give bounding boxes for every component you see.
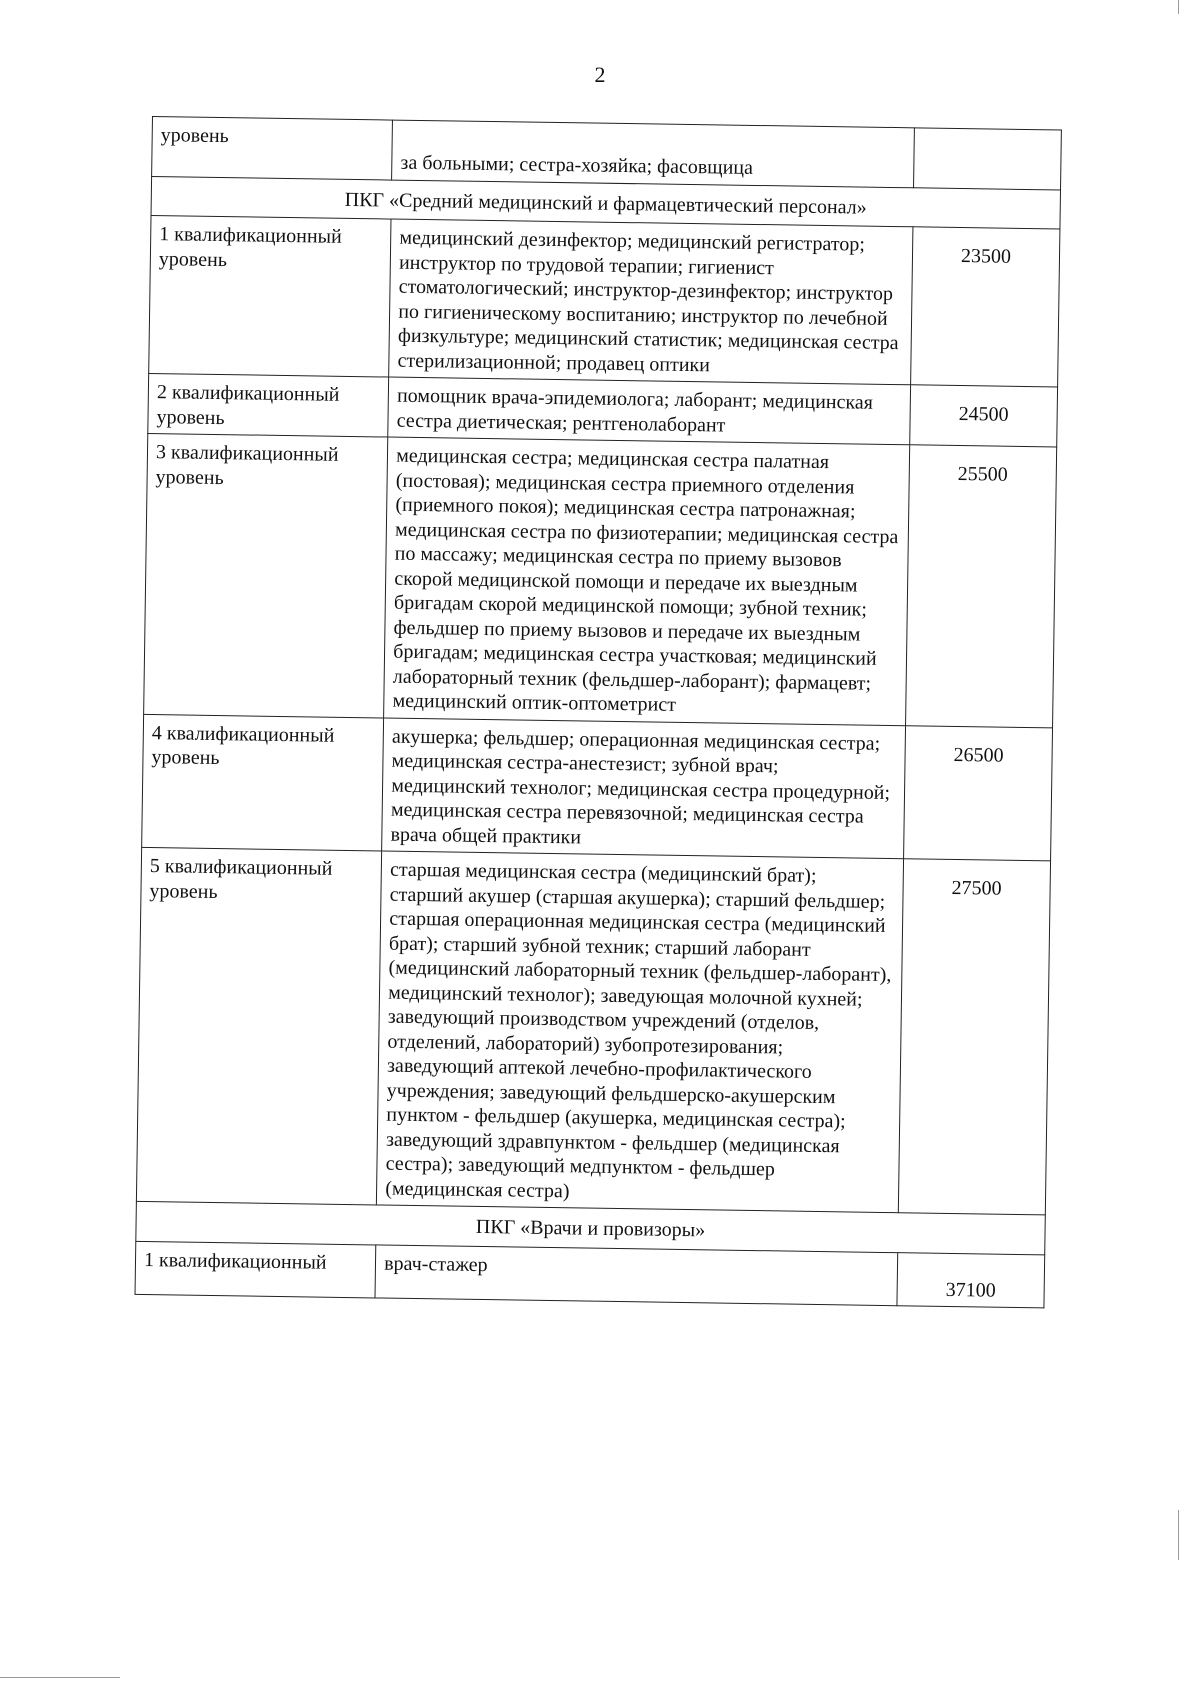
- positions-cell: старшая медицинская сестра (медицинский брат); старший акушер (старшая акушерка); старший фельдшер; старшая операционная медицинская сестра (медицинский брат); старший зубной техник; старший лаборант (медицинский лабораторный техник (фельдшер-лаборант), медицинский технолог); заведующая молочной кухней; заведующий производством учреждений (отделов, отделений, лабораторий) зубопротезирования; заведующий аптекой лечебно-профилактического учреждения; заведующий фельдшерско-акушерским пунктом - фельдшер (акушерка, медицинская сестра); заведующий здравпунктом - фельдшер (медицинская сестра); заведующий медпунктом - фельдшер (медицинская сестра): [377, 851, 904, 1213]
- qualification-level-cell: 1 квалификационный: [135, 1241, 376, 1298]
- positions-cell: помощник врача-эпидемиолога; лаборант; медицинская сестра диетическая; рентгенолаборант: [388, 377, 911, 445]
- salary-cell: 25500: [906, 445, 1057, 728]
- group-title: ПКГ «Врачи и провизоры»: [136, 1201, 1045, 1254]
- table-row: [144, 433, 1057, 727]
- salary-cell: 37100: [897, 1252, 1045, 1308]
- positions-cell: акушерка; фельдшер; операционная медицинская сестра; медицинская сестра-анестезист; зубной врач; медицинский технолог; медицинская сестра процедурной; медицинская сестра перевязочной; медицинская сестра врача общей практики: [382, 718, 906, 859]
- group-title: ПКГ «Средний медицинский и фармацевтический персонал»: [151, 176, 1060, 229]
- scan-edge-mark: [1178, 1510, 1179, 1560]
- salary-cell: 26500: [904, 725, 1053, 861]
- scan-edge-mark: [1178, 0, 1179, 14]
- salary-cell: 23500: [911, 227, 1060, 387]
- positions-cell: за больными; сестра-хозяйка; фасовщица: [392, 120, 915, 187]
- positions-cell: врач-стажер: [375, 1244, 898, 1305]
- qualification-level-cell: 4 квалификационный уровень: [142, 714, 384, 851]
- salary-table: [135, 116, 1062, 1308]
- table-row: [142, 714, 1053, 861]
- qualification-level-cell: 2 квалификационный уровень: [148, 373, 389, 437]
- salary-cell: [913, 128, 1061, 190]
- qualification-level-cell: 3 квалификационный уровень: [144, 433, 388, 717]
- table-row: [149, 215, 1060, 386]
- qualification-level-cell: 1 квалификационный уровень: [149, 215, 392, 377]
- qualification-level-cell: 5 квалификационный уровень: [136, 847, 381, 1205]
- table-row: [136, 847, 1050, 1214]
- positions-cell: медицинский дезинфектор; медицинский регистратор; инструктор по трудовой терапии; гигиенист стоматологический; инструктор-дезинфектор; инструктор по гигиеническому воспитанию; инструктор по лечебной физкультуре; медицинский статистик; медицинская сестра стерилизационной; продавец оптики: [389, 219, 913, 385]
- salary-cell: 24500: [910, 385, 1058, 447]
- scan-edge-mark: [0, 1677, 120, 1678]
- positions-cell: медицинская сестра; медицинская сестра палатная (постовая); медицинская сестра приемного отделения (приемного покоя); медицинская сестра патронажная; медицинская сестра по физиотерапии; медицинская сестра по массажу; медицинская сестра по приему вызовов скорой медицинской помощи и передаче их выездным бригадам скорой медицинской помощи; зубной техник; фельдшер по приему вызовов и передаче их выездным бригадам; медицинская сестра участковая; медицинский лабораторный техник (фельдшер-лаборант); фармацевт; медицинский оптик-оптометрист: [384, 437, 910, 725]
- page-number: 2: [594, 62, 606, 87]
- qualification-level-cell: уровень: [152, 117, 393, 180]
- salary-cell: 27500: [898, 859, 1050, 1215]
